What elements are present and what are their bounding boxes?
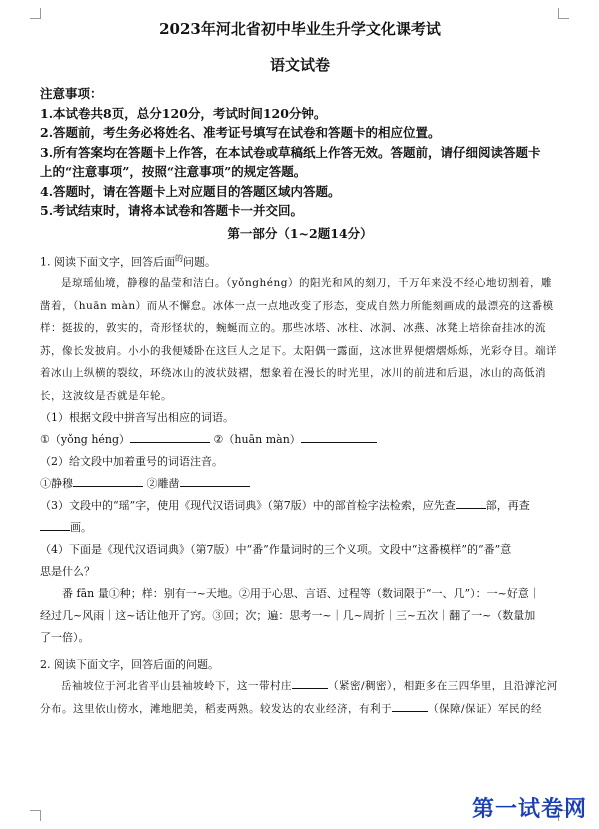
passage-2-c: 河分布。这里依山傍水，滩地肥美，稻麦两熟。较发达的农业经济，有利于: [40, 680, 558, 715]
exam-subtitle: 语文试卷: [269, 56, 330, 74]
passage-2: [40, 675, 560, 720]
question-2-intro: 2. 阅读下面文字，回答后面的问题。: [40, 658, 219, 672]
sub-question-1-answers: [40, 429, 560, 451]
sub-question-2: （2）给文段中加着重号的词语注音。: [40, 455, 223, 469]
question-1-intro-b: 问题。: [183, 255, 216, 269]
sub-question-1: （1）根据文段中拼音写出相应的词语。: [40, 411, 234, 425]
exam-page: [40, 18, 560, 720]
sub-question-3-cont: [40, 517, 560, 539]
notice-item: 2.答题前，考生务必将姓名、准考证号填写在试卷和答题卡的相应位置。: [40, 125, 441, 140]
dictionary-entry-2: 经过几~风雨｜这~话让他开了窍。③回；次；遍：思考一~｜几~周折｜三~五次｜翻了一~（数量加: [40, 609, 536, 623]
sub-question-2-answers: [40, 473, 560, 495]
passage-2-d: （保障/保证）军民的经: [428, 702, 543, 715]
passage-2-a: 岳袖坡位于河北省平山县袖坡岭下，这一带村庄: [61, 680, 292, 693]
dictionary-entry-3: 了一倍）。: [40, 631, 90, 645]
notice-section: [40, 84, 560, 221]
passage-2-blank-1[interactable]: [292, 676, 328, 689]
answer-1b-label: ②（huān màn）: [213, 433, 301, 447]
answer-2b-label: ②雕凿: [146, 477, 180, 491]
answer-1a-label: ①（yǒng héng）: [40, 433, 131, 447]
question-1-intro-small: 的: [175, 253, 183, 263]
sub-question-4-cont: 思是什么？: [40, 565, 95, 579]
notice-item: 1.本试卷共8页，总分120分，考试时间120分钟。: [40, 105, 327, 121]
exam-title: 2023年河北省初中毕业生升学文化课考试: [159, 20, 441, 38]
answer-1b-blank[interactable]: [301, 430, 377, 443]
sub-question-3-text-b: 部，再查: [485, 499, 530, 513]
answer-3a-blank[interactable]: [456, 496, 486, 509]
question-1-intro-a: 1. 阅读下面文字，回答后面: [40, 255, 175, 269]
sub-question-3-text-a: （3）文段中的“瑶”字，使用《现代汉语词典》（第7版）中的部首检字法检索，应先查: [40, 499, 456, 513]
notice-item: 4.答题时，请在答题卡上对应题目的答题区域内答题。: [40, 183, 341, 199]
answer-3b-blank[interactable]: [40, 518, 70, 531]
dictionary-entry-1: 番 fān 量①种；样：别有一~天地。②用于心思、言语、过程等（数词限于“一、几”）：一~好意｜: [62, 587, 540, 601]
passage-2-b: （紧密/稠密），相距多在三四华里，且沿滹沱: [328, 680, 547, 693]
answer-2b-blank[interactable]: [180, 474, 250, 487]
crop-mark-bottom-left: [30, 810, 41, 821]
answer-1a-blank[interactable]: [130, 430, 210, 443]
notice-item: 5.考试结束时，请将本试卷和答题卡一并交回。: [40, 203, 304, 218]
notice-heading: 注意事项：: [40, 86, 103, 101]
site-watermark: 第一试卷网: [471, 797, 587, 822]
answer-2a-label: ①静穆: [40, 477, 73, 491]
sub-question-3-text-c: 画。: [70, 521, 92, 535]
sub-question-4: （4）下面是《现代汉语词典》（第7版）中“番”作量词时的三个义项。文段中“这番模样”的“番”意: [40, 543, 512, 557]
sub-question-3: [40, 495, 560, 517]
passage-2-blank-2[interactable]: [392, 699, 428, 712]
passage-1: 是琼瑶仙境，静穆的晶莹和洁白。（yǒnghéng）的阳光和风的刻刀，千万年来没不经心地切割着，雕凿着，（huān màn）而从不懈怠。冰体一点一点地改变了形态，变成自然力所能刻画成的最漂亮的这番模样：挺拔的，敦实的，奇形怪状的，蜿蜒而立的。那些冰塔、冰柱、冰洞、冰燕、冰凳上培徐奋挂冰的流苏，像长发披肩。小小的我便矮卧在这巨人之足下。太阳偶一露面，这冰世界便熠熠烁烁，光彩夺目。端详着冰山上纵横的裂纹，环绕冰山的波状鼓褶，想象着在漫长的时光里，冰川的前进和后退，冰山的高低消长，这波纹是否就是年轮。: [40, 277, 557, 402]
notice-item: 上的“注意事项”，按照“注意事项”的规定答题。: [40, 164, 307, 179]
answer-2a-blank[interactable]: [73, 474, 143, 487]
question-1-intro: [40, 249, 560, 273]
part-one-heading: 第一部分（1~2题14分）: [227, 225, 373, 241]
notice-item: 3.所有答案均在答题卡上作答，在本试卷或草稿纸上作答无效。答题前，请仔细阅读答题卡: [40, 144, 541, 160]
